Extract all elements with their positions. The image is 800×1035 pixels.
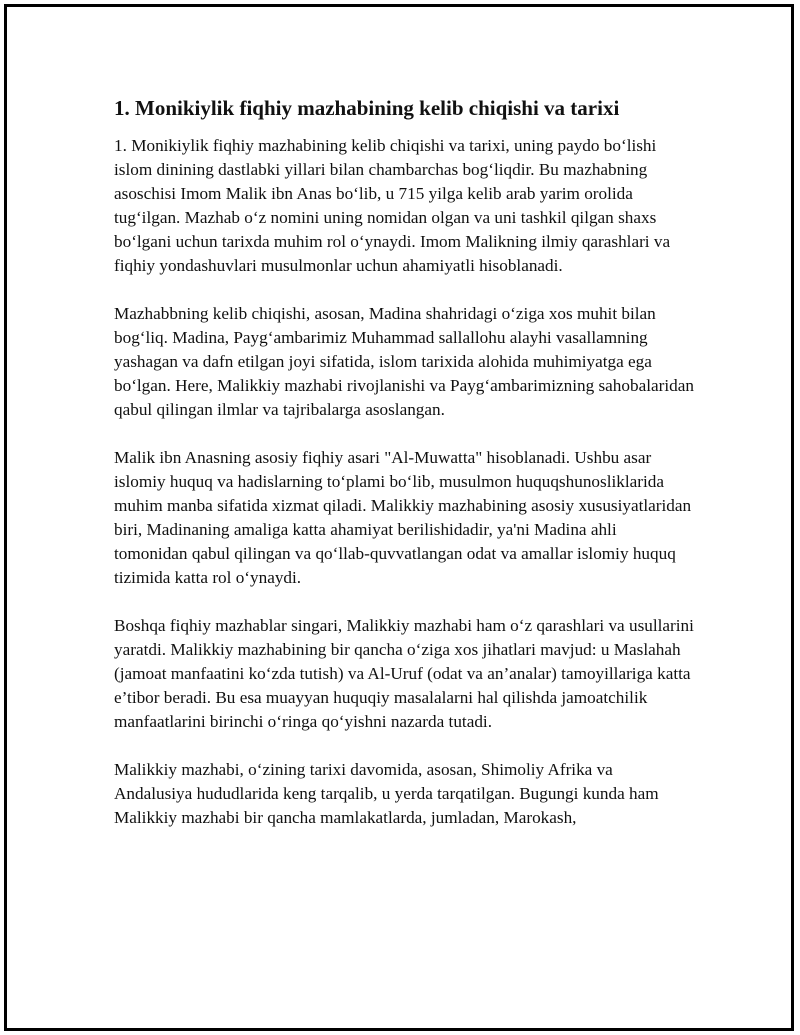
paragraph-muwatta: Malik ibn Anasning asosiy fiqhiy asari "Al-Muwatta" hisoblanadi. Ushbu asar islomiy huquq va hadislarning to‘plami bo‘lib, musulmon huquqshunosliklarida muhim manba sifatida xizmat qiladi. Malikkiy mazhabining asosiy xususiyatlaridan biri, Madinaning amaliga katta ahamiyat berilishidadir, ya'ni Madina ahli tomonidan qabul qilingan va qo‘llab-quvvatlangan odat va amallar islomiy huquq tizimida katta rol o‘ynaydi. <box>114 448 692 587</box>
paragraph-principles: Boshqa fiqhiy mazhablar singari, Malikkiy mazhabi ham o‘z qarashlari va usullarini yaratdi. Malikkiy mazhabining bir qancha o‘ziga xos jihatlari mavjud: u Maslahah (jamoat manfaatini ko‘zda tutish) va Al-Uruf (odat va an’analar) tamoyillariga katta e’tibor beradi. Bu esa muayyan huquqiy masalalarni hal qilishda jamoatchilik manfaatlarini birinchi o‘ringa qo‘yishni nazarda tutadi. <box>114 616 694 731</box>
paragraph-madina: Mazhabbning kelib chiqishi, asosan, Madina shahridagi o‘ziga xos muhit bilan bog‘liq. Madina, Payg‘ambarimiz Muhammad sallallohu alayhi vasallamning yashagan va dafn etilgan joyi sifatida, islom tarixida alohida muhimiyatga ega bo‘lgan. Here, Malikkiy mazhabi rivojlanishi va Payg‘ambarimizning sahobalaridan qabul qilingan ilmlar va tajribalarga asoslangan. <box>114 304 694 419</box>
page-title: 1. Monikiylik fiqhiy mazhabining kelib chiqishi va tarixi <box>114 96 620 120</box>
document-body <box>114 94 694 854</box>
paragraph-spread: Malikkiy mazhabi, o‘zining tarixi davomida, asosan, Shimoliy Afrika va Andalusiya hududlarida keng tarqalib, u yerda tarqatilgan. Bugungi kunda ham Malikkiy mazhabi bir qancha mamlakatlarda, jumladan, Marokash, <box>114 760 659 827</box>
paragraph-origin: 1. Monikiylik fiqhiy mazhabining kelib chiqishi va tarixi, uning paydo bo‘lishi islom dinining dastlabki yillari bilan chambarchas bog‘liqdir. Bu mazhabning asoschisi Imom Malik ibn Anas bo‘lib, u 715 yilga kelib arab yarim orolida tug‘ilgan. Mazhab o‘z nomini uning nomidan olgan va uni tashkil qilgan shaxs bo‘lgani uchun tarixda muhim rol o‘ynaydi. Imom Malikning ilmiy qarashlari va fiqhiy yondashuvlari musulmonlar uchun ahamiyatli hisoblanadi. <box>114 136 671 275</box>
